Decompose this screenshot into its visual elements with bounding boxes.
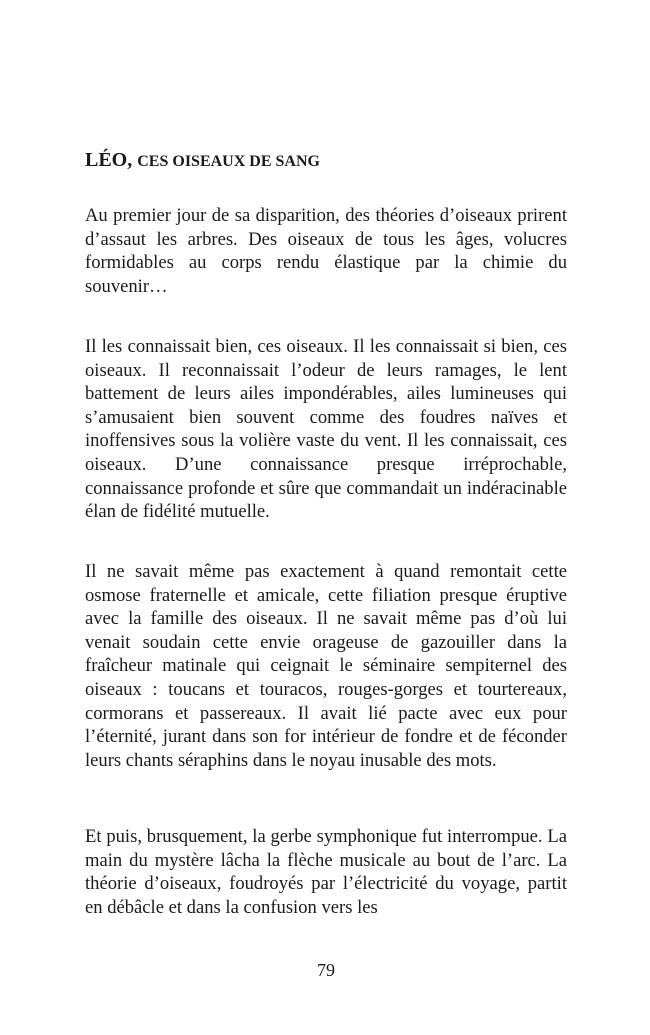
paragraph-1: Au premier jour de sa disparition, des théories d’oiseaux prirent d’assaut les arbres. Des oiseaux de tous les âges, volucres formidables au corps rendu élastique par la chimie du souvenir… [85, 205, 567, 297]
paragraph-4: Et puis, brusquement, la gerbe symphonique fut interrompue. La main du mystère lâcha la flèche musicale au bout de l’arc. La théorie d’oiseaux, foudroyés par l’électricité du voyage, partit en débâcle et dans la confusion vers les [85, 826, 567, 918]
chapter-title [85, 146, 567, 176]
chapter-title-name: LÉO, [85, 149, 133, 171]
chapter-title-rest: CES OISEAUX DE SANG [137, 153, 320, 170]
book-page [85, 0, 567, 1035]
paragraph-3: Il ne savait même pas exactement à quand remontait cette osmose fraternelle et amicale, cette filiation presque éruptive avec la famille des oiseaux. Il ne savait même pas d’où lui venait soudain cette envie orageuse de gazouiller dans la fraîcheur matinale qui ceignait le séminaire sempiternel des oiseaux : toucans et touracos, rouges-gorges et tourtereaux, cormorans et passereaux. Il avait lié pacte avec eux pour l’éternité, jurant dans son for intérieur de fondre et de féconder leurs chants séraphins dans le noyau inusable des mots. [85, 561, 567, 771]
paragraph-2: Il les connaissait bien, ces oiseaux. Il les connaissait si bien, ces oiseaux. Il reconnaissait l’odeur de leurs ramages, le lent battement de leurs ailes impondérables, ailes lumineuses qui s’amusaient bien souvent comme des foudres naïves et inoffensives sous la volière vaste du vent. Il les connaissait, ces oiseaux. D’une connaissance presque irréprochable, connaissance profonde et sûre que commandait un indéracinable élan de fidélité mutuelle. [85, 336, 567, 523]
page-number: 79 [317, 960, 335, 980]
